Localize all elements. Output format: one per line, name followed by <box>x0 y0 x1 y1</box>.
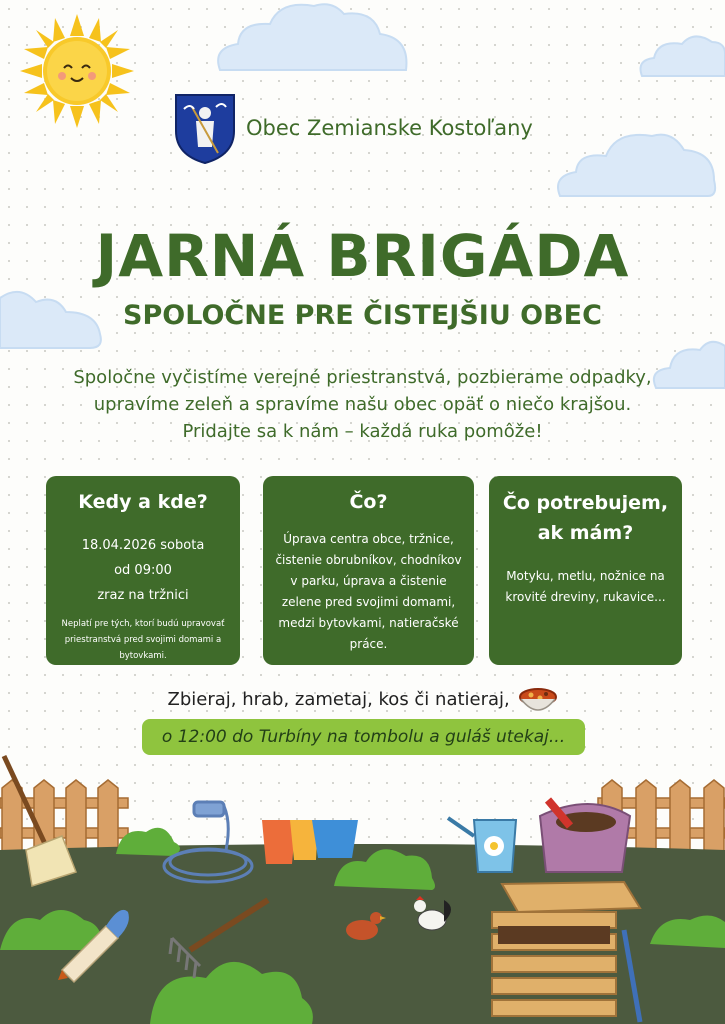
tagline-text: Zbieraj, hrab, zametaj, kos či natieraj, <box>167 689 510 710</box>
lunch-banner: o 12:00 do Turbíny na tombolu a guláš utekaj... <box>142 719 585 755</box>
card-title: Čo? <box>349 491 388 513</box>
card-line: Motyku, metlu, nožnice na <box>506 569 665 583</box>
sun-icon <box>20 14 134 128</box>
intro-line: Pridajte sa k nám – každá ruka pomôže! <box>182 421 543 442</box>
card-title: ak mám? <box>537 522 634 544</box>
card-line: medzi bytovkami, natieračské <box>278 616 459 630</box>
page-subtitle: SPOLOČNE PRE ČISTEJŠIU OBEC <box>123 300 602 331</box>
card-title: Kedy a kde? <box>78 491 208 513</box>
intro-text <box>40 364 685 445</box>
buckets-icon <box>262 820 358 864</box>
tagline <box>0 686 725 714</box>
card-line: zelene pred svojimi domami, <box>281 595 456 609</box>
goulash-bowl-icon <box>518 686 558 714</box>
card-line: krovité dreviny, rukavice... <box>505 590 666 604</box>
card-line: práce. <box>349 637 388 651</box>
card-note: Neplatí pre tých, ktorí budú upravovať <box>61 619 225 629</box>
intro-line: Spoločne vyčistíme verejné priestranstvá, pozbierame odpadky, <box>73 367 652 388</box>
card-when-where <box>46 476 240 665</box>
cloud-icon <box>552 128 722 206</box>
card-note: priestranstvá pred svojimi domami a <box>64 635 222 645</box>
card-line: v parku, úprava a čistenie <box>290 574 447 588</box>
cloud-icon <box>636 28 725 84</box>
garden-scene <box>0 750 725 1024</box>
card-what-to-bring <box>489 476 682 665</box>
card-what <box>263 476 474 665</box>
card-line: 18.04.2026 sobota <box>81 538 205 553</box>
card-line: od 09:00 <box>114 563 172 578</box>
soil-bag-icon <box>540 800 630 872</box>
intro-line: upravíme zeleň a spravíme našu obec opäť o niečo krajšou. <box>93 394 632 415</box>
coat-of-arms-icon <box>174 93 236 165</box>
municipality-name: Obec Zemianske Kostoľany <box>246 116 533 140</box>
card-note: bytovkami. <box>119 651 167 661</box>
card-line: Úprava centra obce, tržnice, <box>283 532 454 546</box>
card-line: zraz na tržnici <box>97 588 189 603</box>
cloud-icon <box>210 0 425 80</box>
card-title: Čo potrebujem, <box>502 492 669 514</box>
page-title: JARNÁ BRIGÁDA <box>95 222 630 290</box>
card-line: čistenie obrubníkov, chodníkov <box>275 553 462 567</box>
